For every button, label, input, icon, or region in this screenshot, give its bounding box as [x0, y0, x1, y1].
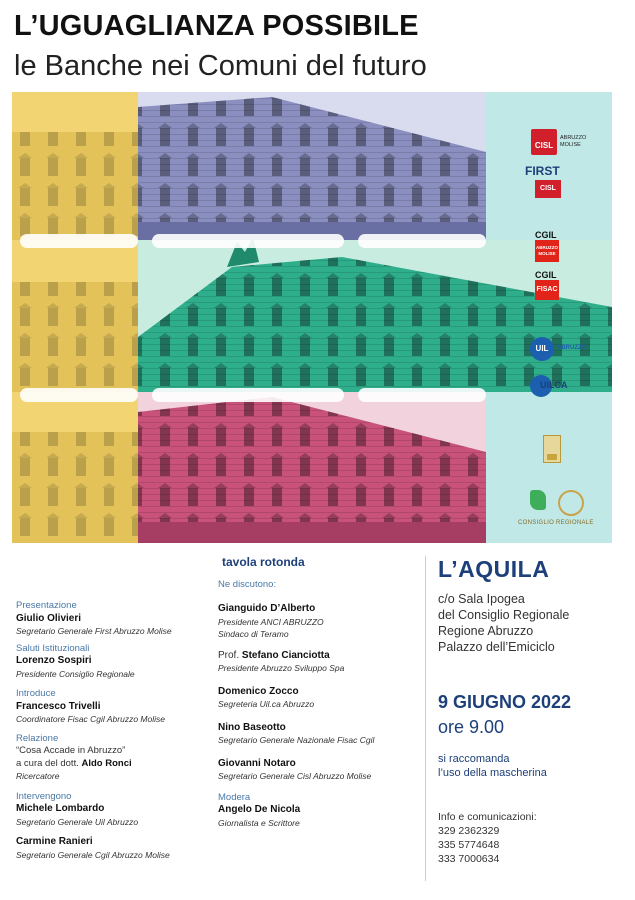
relazione-by: a cura del dott. — [16, 757, 79, 769]
saluti-section — [16, 643, 216, 681]
address-line: del Consiglio Regionale — [438, 608, 570, 622]
section-label: Intervengono — [16, 790, 72, 802]
consiglio-label: CONSIGLIO REGIONALE — [518, 520, 594, 526]
cgil-logo — [535, 230, 565, 268]
phone-number: 329 2362329 — [438, 825, 500, 837]
speaker-role: Segretario Generale Uil Abruzzo — [16, 816, 139, 827]
contact-info — [438, 810, 618, 866]
poster-subtitle: le Banche nei Comuni del futuro — [14, 50, 427, 82]
info-label: Info e comunicazioni: — [438, 811, 537, 823]
panelist-name: Nino Baseotto — [218, 721, 286, 733]
presentazione-section — [16, 600, 216, 638]
first-mark: FIRST — [525, 164, 560, 178]
panelist-name-line — [218, 650, 423, 663]
uilca-logo — [530, 375, 600, 399]
panelist-name: Gianguido D’Alberto — [218, 603, 316, 614]
panelist-role: Sindaco di Teramo — [218, 629, 289, 639]
section-label: Saluti Istituzionali — [16, 642, 90, 654]
relazione-author-line — [16, 758, 216, 771]
first-cisl-logo — [525, 164, 565, 204]
building-illustration — [12, 92, 612, 543]
panelist-name: Stefano Cianciotta — [241, 649, 330, 661]
panelist-role: Presidente ANCI ABRUZZO — [218, 616, 324, 627]
moderator-name: Angelo De Nicola — [218, 804, 301, 815]
section-label: Presentazione — [16, 600, 77, 611]
panelist-name: Domenico Zocco — [218, 685, 299, 697]
speaker-role: Segretario Generale First Abruzzo Molise — [16, 626, 172, 636]
roundtable-title: tavola rotonda — [222, 555, 305, 569]
program-column — [16, 600, 216, 861]
panelist — [218, 722, 423, 747]
city-emblem-icon — [543, 435, 561, 463]
cisl-mark: CISL — [531, 129, 557, 155]
intervengono-section — [16, 791, 216, 862]
address-line: c/o Sala Ipogea — [438, 592, 525, 606]
panelist-role: Segretario Generale Cisl Abruzzo Molise — [218, 771, 372, 781]
speaker-role: Ricercatore — [16, 771, 60, 781]
event-date: 9 GIUGNO 2022 — [438, 692, 572, 712]
uil-region: ABRUZZO — [557, 345, 587, 351]
column-divider — [425, 556, 426, 881]
speaker-name: Carmine Ranieri — [16, 836, 93, 847]
hero-building-image — [12, 92, 612, 543]
cgil-mark-2: CGIL — [535, 270, 557, 280]
phone-number: 335 5774648 — [438, 839, 500, 851]
address-line: Regione Abruzzo — [438, 624, 534, 638]
panelist — [218, 603, 423, 641]
section-label: Relazione — [16, 732, 59, 744]
first-cisl-mark: CISL — [535, 180, 561, 198]
relazione-author: Aldo Ronci — [81, 757, 132, 769]
moderator-label: Modera — [218, 791, 251, 803]
mask-note — [438, 752, 618, 780]
cisl-logo — [531, 129, 591, 159]
panelist — [218, 686, 423, 711]
cr-emblem-icon — [558, 490, 584, 516]
phone-number: 333 7000634 — [438, 853, 500, 865]
speaker-role: Coordinatore Fisac Cgil Abruzzo Molise — [16, 714, 165, 724]
introduce-section — [16, 688, 216, 726]
cgil-region: ABRUZZO MOLISE — [535, 240, 559, 262]
roundtable-column — [218, 556, 423, 829]
panelist-role: Presidente Abruzzo Sviluppo Spa — [218, 663, 345, 673]
address-line: Palazzo dell’Emiciclo — [438, 640, 555, 654]
note-line: si raccomanda — [438, 753, 510, 765]
uil-mark: UIL — [530, 337, 554, 361]
speaker-role: Segretario Generale Cgil Abruzzo Molise — [16, 849, 170, 860]
poster-title: L’UGUAGLIANZA POSSIBILE — [14, 10, 419, 42]
panelist-role: Segretario Generale Nazionale Fisac Cgil — [218, 735, 375, 745]
section-label: Introduce — [16, 688, 56, 699]
panelist-name: Giovanni Notaro — [218, 757, 296, 769]
event-column — [438, 556, 618, 866]
relazione-section — [16, 733, 216, 783]
moderator-role: Giornalista e Scrittore — [218, 817, 300, 828]
fisac-mark: FISAC — [535, 280, 559, 300]
uil-logo — [530, 337, 610, 365]
uilca-mark: UILCA — [540, 380, 568, 390]
speaker-name: Lorenzo Sospiri — [16, 655, 92, 666]
note-line: l’uso della mascherina — [438, 767, 547, 779]
cisl-region: ABRUZZO MOLISE — [560, 135, 587, 148]
panelist — [218, 650, 423, 675]
event-time: ore 9.00 — [438, 717, 505, 737]
relazione-topic: “Cosa Accade in Abruzzo” — [16, 745, 126, 756]
panelist — [218, 758, 423, 783]
cgil-mark: CGIL — [535, 230, 557, 240]
speaker-name: Francesco Trivelli — [16, 700, 101, 712]
consiglio-regionale-logo — [512, 490, 612, 540]
event-city: L’AQUILA — [438, 556, 550, 582]
speaker-name: Giulio Olivieri — [16, 612, 82, 624]
roundtable-intro: Ne discutono: — [218, 578, 277, 590]
speaker-role: Presidente Consiglio Regionale — [16, 668, 135, 679]
fisac-cgil-logo — [535, 270, 565, 306]
panelist-role: Segreteria Uil.ca Abruzzo — [218, 699, 315, 709]
event-address — [438, 591, 618, 655]
panelist-prefix: Prof. — [218, 649, 240, 661]
abruzzo-region-icon — [530, 490, 546, 510]
speaker-name: Michele Lombardo — [16, 803, 105, 814]
moderator — [218, 792, 423, 830]
